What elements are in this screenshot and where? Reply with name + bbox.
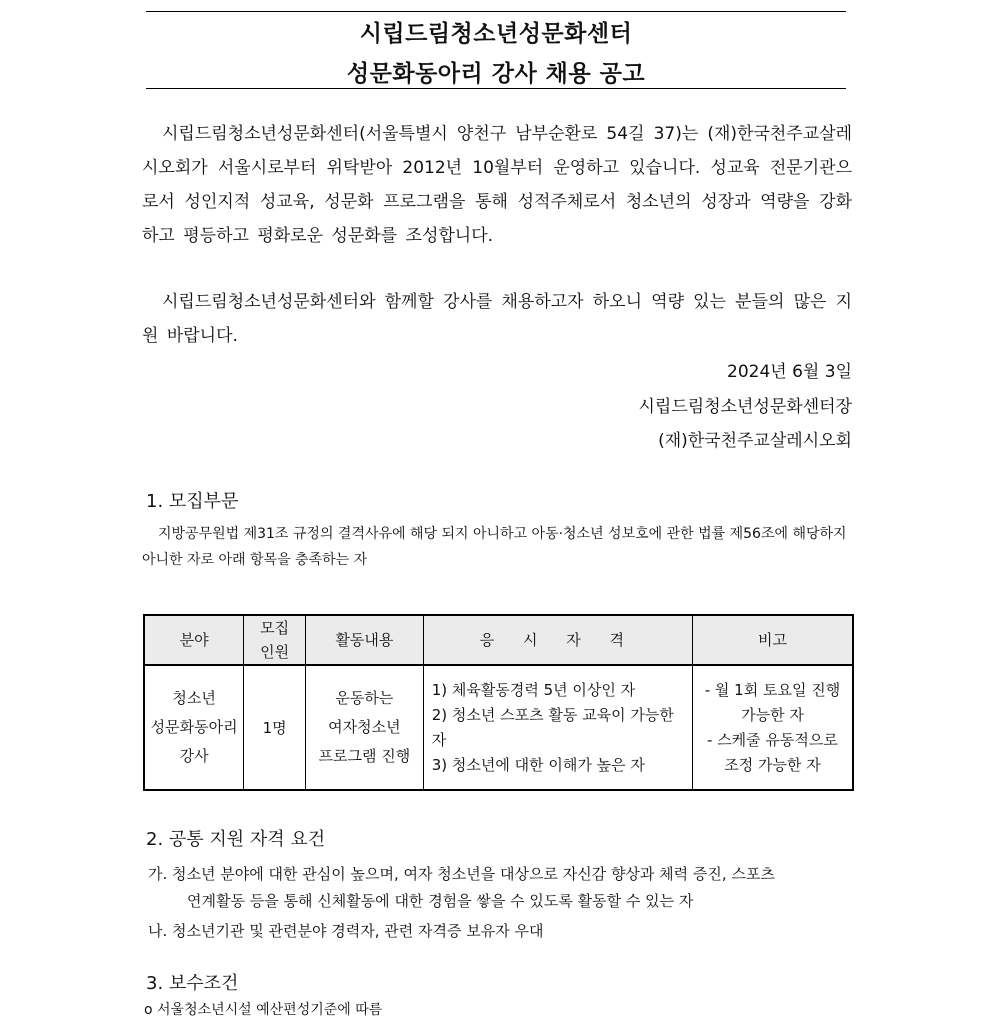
- field-line1: 청소년: [172, 689, 216, 707]
- activity-line2: 여자청소년: [328, 718, 401, 736]
- header-count-line2: 인원: [260, 643, 290, 661]
- qualification-item: 1) 체육활동경력 5년 이상인 자: [431, 680, 636, 699]
- table-row: [144, 665, 853, 790]
- remark-line: 조정 가능한 자: [724, 755, 821, 774]
- foundation-signature: (재)한국천주교살레시오회: [658, 431, 852, 451]
- header-count-line1: 모집: [260, 619, 290, 637]
- remark-line: 가능한 자: [741, 705, 804, 724]
- remark-line: - 스케줄 유동적으로: [707, 730, 838, 749]
- requirement-ga-continued: 연계활동 등을 통해 신체활동에 대한 경험을 쌓을 수 있도록 활동할 수 있는 자: [187, 892, 694, 910]
- activity-line3: 프로그램 진행: [318, 747, 411, 765]
- recruitment-table: [143, 614, 854, 791]
- pay-condition-item: o 서울청소년시설 예산편성기준에 따름: [144, 1002, 383, 1018]
- table-header-row: [144, 615, 853, 665]
- field-line3: 강사: [179, 747, 209, 765]
- qualification-item: 3) 청소년에 대한 이해가 높은 자: [431, 755, 645, 774]
- cell-remarks: [692, 665, 853, 790]
- center-name-title: 시립드림청소년성문화센터: [359, 21, 633, 47]
- section-1-heading: 1. 모집부문: [146, 491, 239, 512]
- cell-count: 1명: [244, 665, 306, 790]
- header-qualification: 응 시 자 격: [423, 615, 692, 665]
- section-2-heading: 2. 공통 지원 자격 요건: [146, 829, 326, 850]
- activity-line1: 운동하는: [335, 689, 394, 707]
- header-remarks: 비고: [692, 615, 853, 665]
- requirement-ga: 가. 청소년 분야에 대한 관심이 높으며, 여자 청소년을 대상으로 자신감 향상과 체력 증진, 스포츠: [148, 865, 775, 883]
- announcement-date: 2024년 6월 3일: [727, 362, 852, 382]
- announcement-title: 성문화동아리 강사 채용 공고: [346, 61, 646, 87]
- intro-paragraph-2: 시립드림청소년성문화센터와 함께할 강사를 채용하고자 하오니 역량 있는 분들의 많은 지원 바랍니다.: [142, 292, 852, 346]
- announcement-title-block: [146, 11, 846, 89]
- requirement-na: 나. 청소년기관 및 관련분야 경력자, 관련 자격증 보유자 우대: [148, 922, 544, 940]
- recruitment-criteria: 지방공무원법 제31조 규정의 결격사유에 해당 되지 아니하고 아동·청소년 성보호에 관한 법률 제56조에 해당하지 아니한 자로 아래 항목을 충족하는 자: [142, 526, 847, 568]
- cell-activity: [306, 665, 424, 790]
- field-line2: 성문화동아리: [150, 718, 238, 736]
- section-3-heading: 3. 보수조건: [146, 973, 239, 994]
- center-head-signature: 시립드림청소년성문화센터장: [638, 397, 852, 417]
- remark-line: - 월 1회 토요일 진행: [704, 680, 841, 699]
- cell-field: [144, 665, 244, 790]
- qualification-item: 2) 청소년 스포츠 활동 교육이 가능한 자: [431, 705, 674, 749]
- header-field: 분야: [144, 615, 244, 665]
- intro-paragraph-1: 시립드림청소년성문화센터(서울특별시 양천구 남부순환로 54길 37)는 (재)한국천주교살레시오회가 서울시로부터 위탁받아 2012년 10월부터 운영하고 있습니다. 성교육 전문기관으로서 성인지적 성교육, 성문화 프로그램을 통해 성적주체로서 청소년의 성장과 역량을 강화하고 평등하고 평화로운 성문화를 조성합니다.: [142, 124, 852, 246]
- header-activity: 활동내용: [306, 615, 424, 665]
- header-count: [244, 615, 306, 665]
- cell-qualification: [423, 665, 692, 790]
